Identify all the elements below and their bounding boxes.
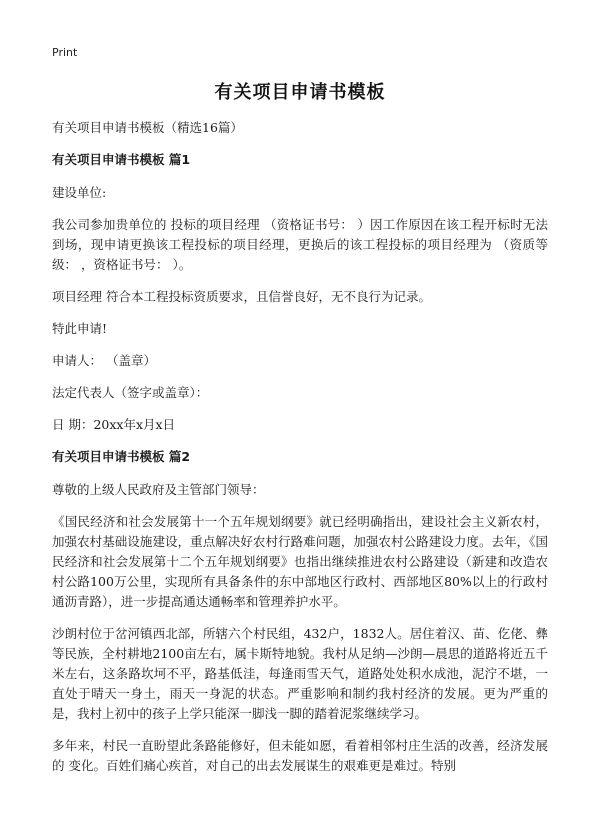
section2-paragraph-1: 《国民经济和社会发展第十一个五年规划纲要》就已经明确指出，建设社会主义新农村，加强农村基础设施建设，重点解决好农村行路难问题，加强农村公路建设力度。去年，《国民经济和社会发展第十二个五年规划纲要》也指出继续推进农村公路建设（新建和改造农村公路100万公里，实现所有具备条件的东中部地区行政村、西部地区80%以上的行政村通沥青路），进一步提高通达通畅率和管理养护水平。 [52,514,548,609]
section1-paragraph-3: 特此申请! [52,321,108,336]
section-heading-2: 有关项目申请书模板 篇2 [52,449,191,464]
document-subtitle: 有关项目申请书模板（精选16篇） [52,120,243,135]
section-heading-1: 有关项目申请书模板 篇1 [52,152,191,167]
greeting-line: 尊敬的上级人民政府及主管部门领导： [52,482,265,497]
section2-paragraph-3: 多年来，村民一直盼望此条路能修好，但未能如愿，看着相邻村庄生活的改善，经济发展的 变化。百姓们痛心疾首，对自己的出去发展谋生的艰难更是难过。特别 [52,738,548,773]
date-line: 日 期：20xx年x月x日 [52,417,176,432]
section1-paragraph-2: 项目经理 符合本工程投标资质要求，且信誉良好，无不良行为记录。 [52,289,431,304]
construction-unit-line: 建设单位: [52,185,107,200]
print-label[interactable]: Print [52,46,78,59]
section2-paragraph-2: 沙朗村位于岔河镇西北部，所辖六个村民组，432户，1832人。居住着汉、苗、仡佬、彝等民族，全村耕地2100亩左右，属卡斯特地貌。我村从足纳—沙朗—晨思的道路将近五千米左右，这条路坎坷不平，路基低洼，每逢雨雪天气，道路处处积水成池，泥泞不堪，一直处于晴天一身土，雨天一身泥的状态。严重影响和制约我村经济的发展。更为严重的是，我村上初中的孩子上学只能深一脚浅一脚的踏着泥浆继续学习。 [52,626,548,721]
section1-paragraph-1: 我公司参加贵单位的 投标的项目经理 （资格证书号： ）因工作原因在该工程开标时无法到场，现申请更换该工程投标的项目经理，更换后的该工程投标的项目经理为 （资质等级： ，资格证书号： ）。 [52,217,549,272]
document-title: 有关项目申请书模板 [214,82,386,103]
applicant-line: 申请人： （盖章） [52,353,156,368]
legal-rep-line: 法定代表人（签字或盖章）： [52,385,209,400]
document-body [52,118,548,788]
